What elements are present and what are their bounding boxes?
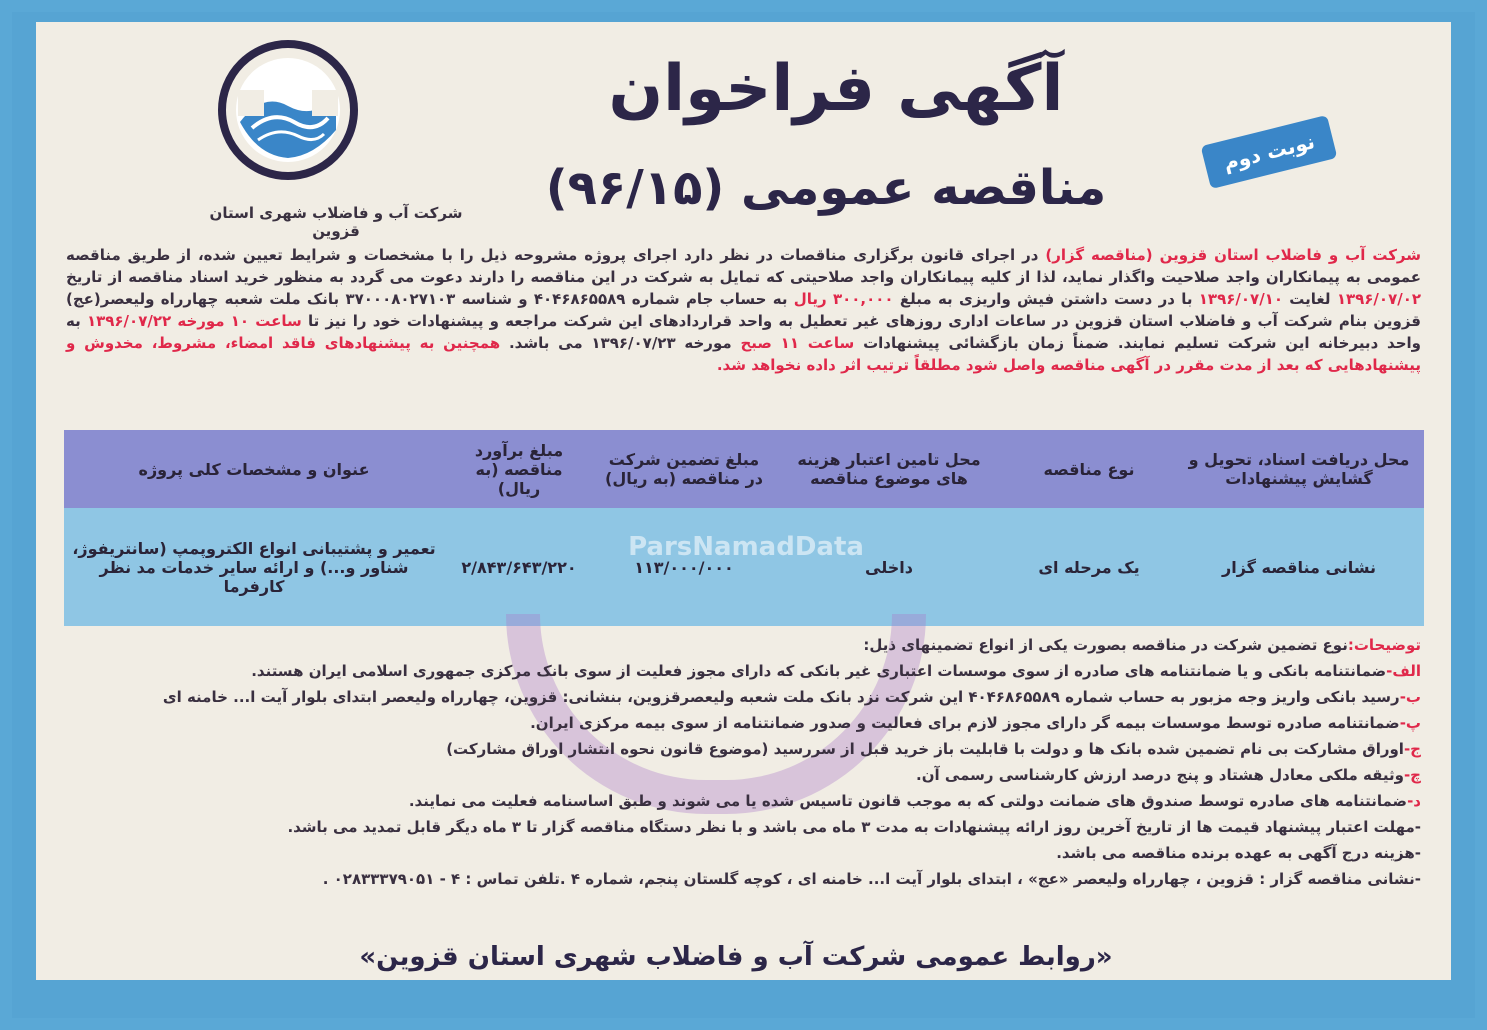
note-text: وثیقه ملکی معادل هشتاد و پنج درصد ارزش کارشناسی رسمی آن. [916, 766, 1404, 784]
header-funding: محل تامین اعتبار هزینه های موضوع مناقصه [797, 450, 981, 488]
intro-text-1: در اجرای قانون برگزاری مناقصات در نظر دارد اجرای پروژه مشروحه ذیل را با مشخصات و شرایط تعیین شده، از طریق مناقصه عمومی به پیمانکاران واجد صلاحیت واگذار نماید، لذا از کلیه پیمانکاران واجد صلاحیتی که تمایل به شرکت در این مناقصه را دارند دعوت می گردد به منظور خرید اسناد مناقصه از تاریخ [66, 246, 1421, 286]
note-text: اوراق مشارکت بی نام تضمین شده بانک ها و دولت با قابلیت باز خرید قبل از سررسید (موضوع قانون نحوه انتشار اوراق مشارکت) [446, 740, 1404, 758]
list-item [66, 710, 1421, 736]
note-key: پ- [1399, 714, 1421, 732]
note-text: رسید بانکی واریز وجه مزبور به حساب شماره ۴۰۴۶۸۶۵۵۸۹ این شرکت نزد بانک ملت شعبه ولیعصرقزوین، بنشانی: قزوین، چهارراه ولیعصر ابتدای بلوار آیت ا... خامنه ای [162, 688, 1400, 706]
tender-table [64, 430, 1424, 626]
notes-section [66, 632, 1421, 892]
table-header-row [64, 430, 1424, 508]
list-item [66, 762, 1421, 788]
intro-deadline: ساعت ۱۰ مورخه ۱۳۹۶/۰۷/۲۲ [86, 312, 302, 330]
intro-text-3: با در دست داشتن فیش واریزی به مبلغ [893, 290, 1199, 308]
header-estimate: مبلغ برآورد مناقصه (به ریال) [474, 440, 564, 498]
extra-note-cost: -هزینه درج آگهی به عهده برنده مناقصه می باشد. [1056, 844, 1421, 862]
company-logo-icon [218, 40, 358, 180]
note-key: ب- [1399, 688, 1421, 706]
note-text: ضمانتنامه های صادره توسط صندوق های ضمانت دولتی که به موجب قانون تاسیس شده یا می شوند و طبق اساسنامه فعلیت می نمایند. [408, 792, 1408, 810]
intro-text-6: مورخه ۱۳۹۶/۰۷/۲۳ می باشد. [500, 334, 741, 352]
notice-paper [36, 22, 1451, 980]
intro-amount: ۳۰۰,۰۰۰ ریال [793, 290, 894, 308]
extra-note-validity: -مهلت اعتبار پیشنهاد قیمت ها از تاریخ آخرین روز ارائه پیشنهادات به مدت ۳ ماه می باشد و با نظر دستگاه مناقصه گزار تا ۳ ماه دیگر قابل تمدید می باشد. [287, 818, 1421, 836]
notes-label: توضیحات: [1347, 636, 1421, 654]
list-item [66, 788, 1421, 814]
cell-guarantee: ۱۱۳/۰۰۰/۰۰۰ [634, 557, 734, 577]
note-key: چ- [1403, 766, 1421, 784]
header-guarantee: مبلغ تضمین شرکت در مناقصه (به ریال) [605, 450, 763, 488]
intro-company: شرکت آب و فاضلاب استان قزوین (مناقصه گزار) [1045, 246, 1422, 264]
notes-intro-line [66, 632, 1421, 658]
header-project: عنوان و مشخصات کلی پروژه [138, 459, 370, 479]
watermark: ParsNamadData [628, 532, 864, 562]
intro-warning: همچنین به پیشنهادهای فاقد امضاء، مشروط، مخدوش و پیشنهادهایی که بعد از مدت مقرر در آگهی مناقصه واصل شود مطلقاً ترتیب اثر داده نخواهد شد. [66, 334, 1421, 374]
list-item [66, 684, 1421, 710]
header-location: محل دریافت اسناد، تحویل و گشایش پیشنهادات [1188, 450, 1410, 488]
notes-intro: نوع تضمین شرکت در مناقصه بصورت یکی از انواع تضمینهای ذیل: [863, 636, 1348, 654]
round-badge: نوبت دوم [1201, 115, 1338, 189]
intro-text-5: به واحد دبیرخانه این شرکت تسلیم نمایند. ضمناً زمان بازگشائی پیشنهادات [66, 312, 1421, 352]
notice-title: آگهی فراخوان [608, 52, 1064, 126]
cell-project: تعمیر و پشتیبانی انواع الکتروپمپ (سانتریفوژ، شناور و...) و ارائه سایر خدمات مد نظر کارفرما [72, 538, 436, 596]
extra-note-address: -نشانی مناقصه گزار : قزوین ، چهارراه ولیعصر «عج» ، ابتدای بلوار آیت ا... خامنه ای ، کوچه گلستان پنجم، شماره ۴ .تلفن تماس : ۴ - ۰۲۸۳۳۳۷۹۰۵۱ . [322, 870, 1421, 888]
cell-location: نشانی مناقصه گزار [1222, 557, 1376, 577]
intro-date-to: ۱۳۹۶/۰۷/۱۰ [1198, 290, 1283, 308]
tender-title: مناقصه عمومی (۹۶/۱۵) [545, 160, 1107, 216]
note-key: الف- [1386, 662, 1421, 680]
footer-signature: «روابط عمومی شرکت آب و فاضلاب شهری استان قزوین» [359, 942, 1113, 972]
list-item [66, 736, 1421, 762]
header-type: نوع مناقصه [1043, 459, 1135, 479]
cell-funding: داخلی [865, 557, 913, 577]
intro-text-2: لغایت [1282, 290, 1337, 308]
note-key: ج- [1403, 740, 1421, 758]
intro-date-from: ۱۳۹۶/۰۷/۰۲ [1336, 290, 1422, 308]
note-text: ضمانتنامه بانکی و یا ضمانتنامه های صادره از سوی موسسات اعتباری غیر بانکی که دارای مجوز فعلیت از سوی بانک مرکزی جمهوری اسلامی ایران هستند. [251, 662, 1387, 680]
intro-paragraph [66, 244, 1421, 376]
company-name: شرکت آب و فاضلاب شهری استان قزوین [209, 204, 463, 240]
cell-estimate: ۲/۸۴۳/۶۴۳/۲۲۰ [461, 557, 577, 577]
intro-opening: ساعت ۱۱ صبح [740, 334, 855, 352]
note-key: د- [1407, 792, 1421, 810]
table-row [64, 508, 1424, 626]
list-item [66, 658, 1421, 684]
intro-text-4: به حساب جام شماره ۴۰۴۶۸۶۵۵۸۹ و شناسه ۳۷۰۰۰۸۰۲۷۱۰۳ بانک ملت شعبه چهارراه ولیعصر(عج) قزوین بنام شرکت آب و فاضلاب استان قزوین در ساعات اداری روزهای غیر تعطیل به واحد قراردادهای این شرکت مراجعه و پیشنهادات خود را نیز تا [66, 290, 1422, 330]
cell-type: یک مرحله ای [1038, 557, 1140, 577]
note-text: ضمانتنامه صادره توسط موسسات بیمه گر دارای مجوز لازم برای فعالیت و صدور ضمانتنامه از سوی بیمه مرکزی ایران. [530, 714, 1400, 732]
